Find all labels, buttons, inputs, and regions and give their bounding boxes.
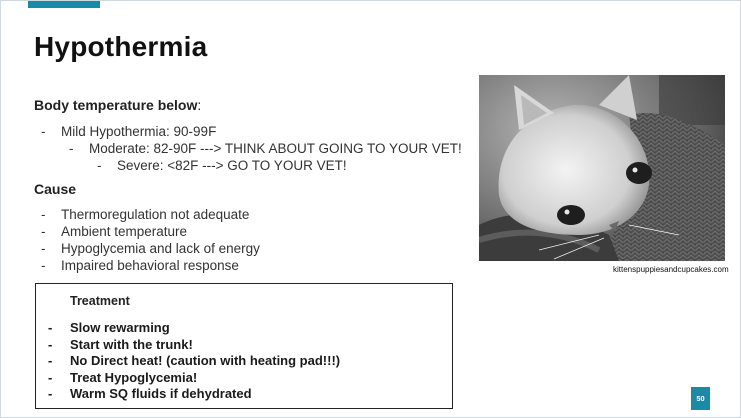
bullet-text: Hypoglycemia and lack of energy <box>61 241 260 256</box>
kitten-illustration <box>479 75 725 261</box>
slide-title: Hypothermia <box>34 31 208 62</box>
bullet-dash: - <box>48 337 53 352</box>
treatment-item <box>48 353 340 368</box>
bullet-cause <box>41 258 239 273</box>
treatment-item <box>48 337 193 352</box>
section-heading-text: Body temperature below <box>34 97 198 113</box>
bullet-cause <box>41 241 260 256</box>
bullet-dash: - <box>48 353 53 368</box>
bullet-dash: - <box>48 370 53 385</box>
bullet-cause <box>41 224 187 239</box>
treatment-item-text: Start with the trunk! <box>70 337 193 352</box>
bullet-dash: - <box>48 320 53 335</box>
treatment-item <box>48 370 197 385</box>
treatment-item-text: Slow rewarming <box>70 320 170 335</box>
bullet-dash: - <box>41 224 46 239</box>
bullet-dash: - <box>97 158 102 173</box>
treatment-item-text: Warm SQ fluids if dehydrated <box>70 386 252 401</box>
bullet-text: Severe: <82F ---> GO TO YOUR VET! <box>117 158 347 173</box>
bullet-text: Mild Hypothermia: 90-99F <box>61 124 217 139</box>
bullet-text: Moderate: 82-90F ---> THINK ABOUT GOING TO YOUR VET! <box>89 141 462 156</box>
treatment-item-text: Treat Hypoglycemia! <box>70 370 198 385</box>
kitten-photo <box>479 75 725 261</box>
bullet-dash: - <box>41 241 46 256</box>
heading-colon: : <box>197 97 202 113</box>
bullet-dash: - <box>69 141 74 156</box>
bullet-cause <box>41 207 249 222</box>
bullet-text: Impaired behavioral response <box>61 258 239 273</box>
top-accent-bar <box>28 1 100 8</box>
section-heading-cause: Cause <box>34 181 77 197</box>
bullet-dash: - <box>41 124 46 139</box>
bullet-text: Ambient temperature <box>61 224 188 239</box>
treatment-item <box>48 320 170 335</box>
bullet-dash: - <box>41 207 46 222</box>
bullet-text: Thermoregulation not adequate <box>61 207 250 222</box>
bullet-dash: - <box>41 258 46 273</box>
page-number: 50 <box>691 387 710 410</box>
treatment-box <box>35 283 453 409</box>
bullet-severe-hypothermia <box>97 158 347 173</box>
section-heading-body-temperature <box>34 97 201 113</box>
bullet-dash: - <box>48 386 53 401</box>
treatment-heading: Treatment <box>70 294 130 308</box>
bullet-mild-hypothermia <box>41 124 216 139</box>
photo-credit: kittenspuppiesandcupcakes.com <box>613 265 729 274</box>
treatment-item <box>48 386 252 401</box>
bullet-moderate-hypothermia <box>69 141 462 156</box>
treatment-item-text: No Direct heat! (caution with heating pad!!!) <box>70 353 341 368</box>
